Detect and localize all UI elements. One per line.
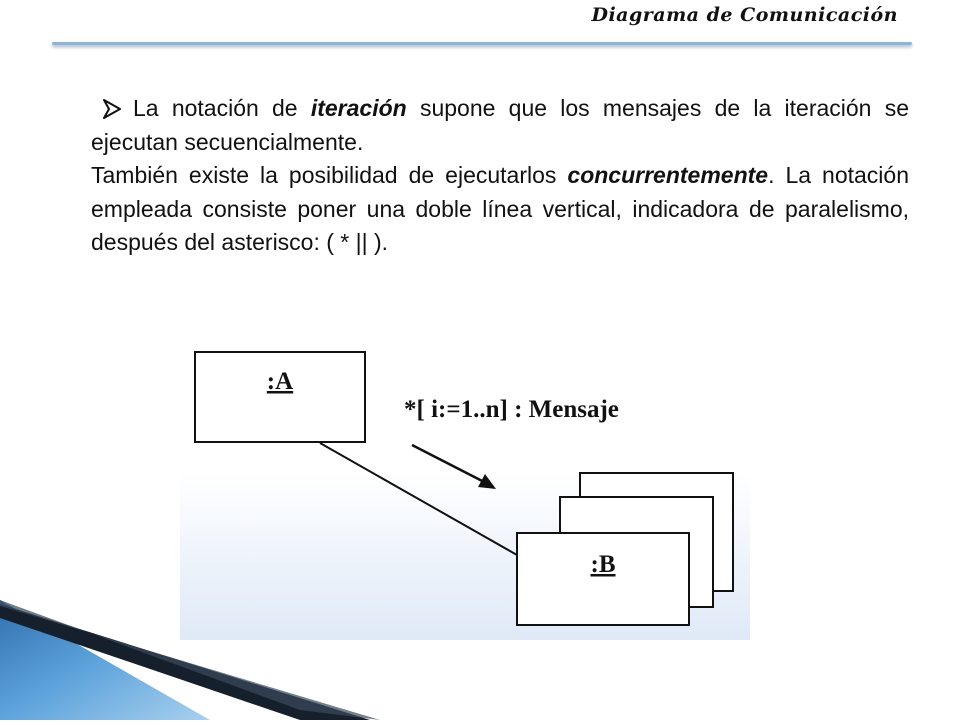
- object-a-box: [195, 352, 365, 442]
- paragraph-2-start: También existe la posibilidad de ejecutarlos: [91, 162, 568, 188]
- term-concurrentemente: concurrentemente: [567, 162, 769, 188]
- paragraph-concurrency: [91, 159, 909, 260]
- header-divider: [52, 42, 912, 45]
- slide-title: Diagrama de Comunicación: [591, 4, 898, 26]
- corner-decoration: [0, 560, 420, 725]
- paragraph-1-end: supone que los mensajes de la iteración se ejecutan secuencialmente.: [91, 95, 909, 155]
- body-text: [91, 92, 909, 260]
- term-iteracion: iteración: [310, 95, 407, 121]
- paragraph-2-end: . La notación empleada consiste poner una doble línea vertical, indicadora de paralelismo, después del asterisco: ( * || ).: [91, 162, 909, 255]
- object-a-label: :A: [266, 368, 294, 395]
- object-b-box: [517, 533, 689, 625]
- paragraph-iteration: [91, 92, 909, 159]
- message-label: *[ i:=1..n] : Mensaje: [404, 396, 619, 423]
- arrow-bullet-icon: [103, 92, 129, 126]
- paragraph-1-start: La notación de: [133, 95, 311, 121]
- object-b-label: :B: [590, 551, 616, 578]
